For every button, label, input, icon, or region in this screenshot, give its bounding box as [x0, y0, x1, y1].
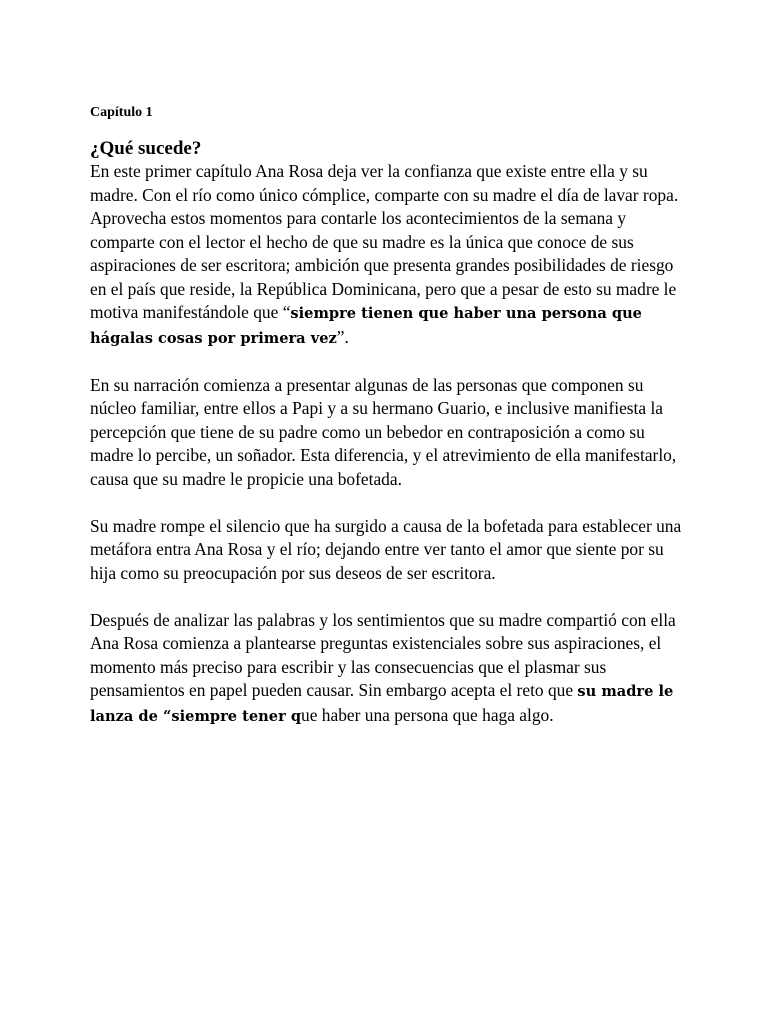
- paragraph-4-text: Después de analizar las palabras y los sentimientos que su madre compartió con ella Ana Rosa comienza a plantearse preguntas existenciales sobre sus aspiraciones, el momento más preciso para escribir y las consecuencias que el plasmar sus pensamientos en papel pueden causar. Sin embargo acepta el reto que: [90, 609, 676, 700]
- paragraph-1-quote: siempre tienen que haber una persona que hágalas cosas por primera vez: [90, 305, 642, 347]
- paragraph-4: [90, 609, 690, 729]
- paragraph-1: [90, 160, 690, 350]
- paragraph-2: En su narración comienza a presentar algunas de las personas que componen su núcleo familiar, entre ellos a Papi y a su hermano Guario, e inclusive manifiesta la percepción que tiene de su padre como un bebedor en contraposición a como su madre lo percibe, un soñador. Esta diferencia, y el atrevimiento de ella manifestarlo, causa que su madre le propicie una bofetada.: [90, 374, 677, 489]
- paragraph-4-quote: su madre le lanza de “siempre tener q: [90, 683, 674, 725]
- paragraph-4-end: ue haber una persona que haga algo.: [301, 704, 554, 725]
- document-body: [90, 104, 690, 728]
- paragraph-1-text: En este primer capítulo Ana Rosa deja ver la confianza que existe entre ella y su madre. Con el río como único cómplice, comparte con su madre el día de lavar ropa. Aprovecha estos momentos para contarle los acontecimientos de la semana y comparte con el lector el hecho de que su madre es la única que conoce de sus aspiraciones de ser escritora; ambición que presenta grandes posibilidades de riesgo en el país que reside, la República Dominicana, pero que a pesar de esto su madre le motiva manifestándole que “: [90, 161, 679, 322]
- paragraph-3: Su madre rompe el silencio que ha surgido a causa de la bofetada para establecer una metáfora entra Ana Rosa y el río; dejando entre ver tanto el amor que siente por su hija como su preocupación por sus deseos de ser escritora.: [90, 515, 682, 583]
- paragraph-1-end: ”.: [336, 326, 349, 347]
- chapter-label: Capítulo 1: [90, 105, 153, 120]
- section-heading: ¿Qué sucede?: [90, 138, 202, 159]
